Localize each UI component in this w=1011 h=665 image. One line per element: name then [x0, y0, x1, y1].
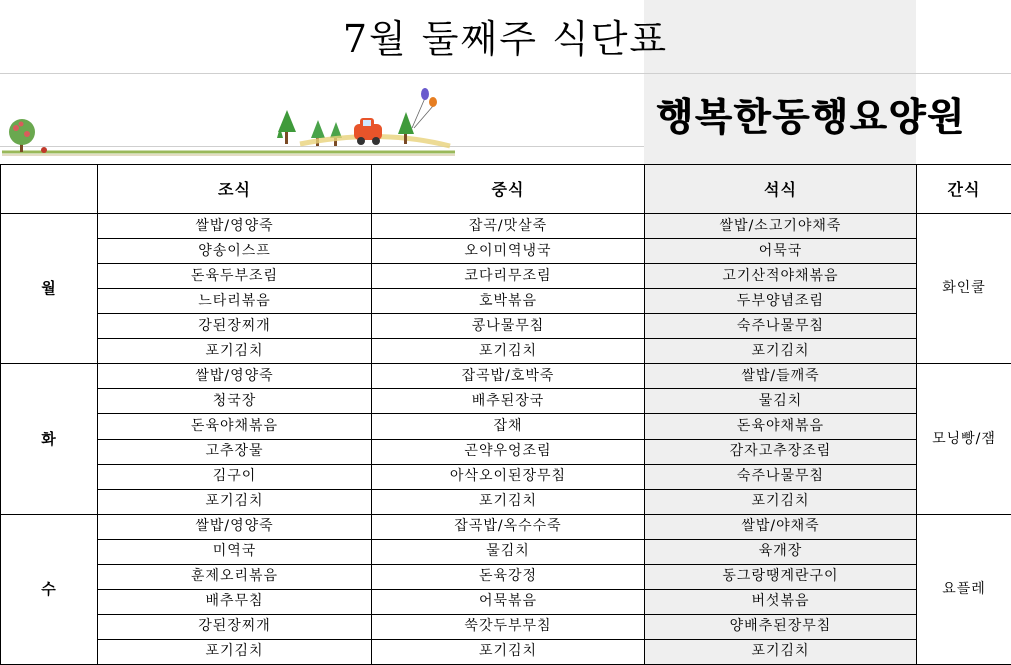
decorative-landscape-illustration	[0, 80, 460, 160]
lunch-item: 잡곡밥/옥수수죽	[372, 514, 645, 539]
menu-row	[1, 564, 1011, 589]
header-lunch: 중식	[372, 165, 645, 214]
breakfast-item: 미역국	[98, 539, 372, 564]
header-day	[1, 165, 98, 214]
breakfast-item: 돈육야채볶음	[98, 414, 372, 439]
breakfast-item: 고추장물	[98, 439, 372, 464]
menu-row	[1, 489, 1011, 514]
lunch-item: 잡곡밥/호박죽	[372, 364, 645, 389]
lunch-item: 쑥갓두부무침	[372, 614, 645, 639]
lunch-item: 코다리무조림	[372, 264, 645, 289]
breakfast-item: 청국장	[98, 389, 372, 414]
menu-row	[1, 239, 1011, 264]
lunch-item: 잡곡/맛살죽	[372, 214, 645, 239]
balloon-icon	[412, 88, 437, 128]
menu-row	[1, 439, 1011, 464]
dinner-item: 물김치	[645, 389, 917, 414]
snack-item: 모닝빵/잼	[917, 364, 1011, 514]
menu-row	[1, 339, 1011, 364]
lunch-item: 잡채	[372, 414, 645, 439]
lunch-item: 돈육강정	[372, 564, 645, 589]
menu-row	[1, 389, 1011, 414]
breakfast-item: 포기김치	[98, 339, 372, 364]
lunch-item: 오이미역냉국	[372, 239, 645, 264]
dinner-item: 돈육야채볶음	[645, 414, 917, 439]
breakfast-item: 양송이스프	[98, 239, 372, 264]
lunch-item: 포기김치	[372, 339, 645, 364]
dinner-item: 어묵국	[645, 239, 917, 264]
breakfast-item: 강된장찌개	[98, 314, 372, 339]
page-title: 7월 둘째주 식단표	[342, 17, 669, 61]
dinner-item: 고기산적야채볶음	[645, 264, 917, 289]
dinner-item: 숙주나물무침	[645, 464, 917, 489]
breakfast-item: 쌀밥/영양죽	[98, 364, 372, 389]
dinner-item: 쌀밥/야채죽	[645, 514, 917, 539]
lunch-item: 호박볶음	[372, 289, 645, 314]
breakfast-item: 김구이	[98, 464, 372, 489]
day-label: 월	[1, 214, 98, 364]
breakfast-item: 쌀밥/영양죽	[98, 514, 372, 539]
organization-logo-text: 행복한동행요양원	[656, 95, 966, 139]
table-header-row	[1, 165, 1011, 214]
dinner-item: 동그랑땡계란구이	[645, 564, 917, 589]
breakfast-item: 포기김치	[98, 639, 372, 664]
snack-item: 화인쿨	[917, 214, 1011, 364]
menu-row	[1, 364, 1011, 389]
menu-row	[1, 214, 1011, 239]
dinner-item: 육개장	[645, 539, 917, 564]
pine-tree-icon	[278, 110, 296, 144]
lunch-item: 포기김치	[372, 639, 645, 664]
lunch-item: 물김치	[372, 539, 645, 564]
breakfast-item: 느타리볶음	[98, 289, 372, 314]
menu-row	[1, 514, 1011, 539]
header-dinner: 석식	[645, 165, 917, 214]
dinner-item: 포기김치	[645, 639, 917, 664]
breakfast-item: 배추무침	[98, 589, 372, 614]
dinner-item: 포기김치	[645, 339, 917, 364]
day-label: 화	[1, 364, 98, 514]
dinner-item: 포기김치	[645, 489, 917, 514]
day-label: 수	[1, 514, 98, 664]
menu-row	[1, 464, 1011, 489]
breakfast-item: 돈육두부조림	[98, 264, 372, 289]
dinner-item: 숙주나물무침	[645, 314, 917, 339]
tree-icon	[9, 119, 35, 152]
dinner-item: 쌀밥/소고기야채죽	[645, 214, 917, 239]
header-breakfast: 조식	[98, 165, 372, 214]
lunch-item: 배추된장국	[372, 389, 645, 414]
menu-row	[1, 539, 1011, 564]
menu-row	[1, 639, 1011, 664]
breakfast-item: 포기김치	[98, 489, 372, 514]
car-icon	[354, 118, 382, 145]
header-snack: 간식	[917, 165, 1011, 214]
lunch-item: 포기김치	[372, 489, 645, 514]
dinner-item: 쌀밥/들깨죽	[645, 364, 917, 389]
menu-row	[1, 614, 1011, 639]
breakfast-item: 쌀밥/영양죽	[98, 214, 372, 239]
dinner-item: 버섯볶음	[645, 589, 917, 614]
menu-row	[1, 414, 1011, 439]
weekly-menu-table	[0, 164, 1011, 665]
lunch-item: 곤약우엉조림	[372, 439, 645, 464]
lunch-item: 콩나물무침	[372, 314, 645, 339]
title-divider	[0, 73, 1011, 74]
lunch-item: 아삭오이된장무침	[372, 464, 645, 489]
breakfast-item: 강된장찌개	[98, 614, 372, 639]
dinner-item: 양배추된장무침	[645, 614, 917, 639]
menu-row	[1, 289, 1011, 314]
menu-row	[1, 264, 1011, 289]
dinner-item: 두부양념조림	[645, 289, 917, 314]
lunch-item: 어묵볶음	[372, 589, 645, 614]
pine-tree-icon	[330, 122, 342, 146]
snack-item: 요플레	[917, 514, 1011, 664]
menu-row	[1, 314, 1011, 339]
breakfast-item: 훈제오리볶음	[98, 564, 372, 589]
menu-row	[1, 589, 1011, 614]
dinner-item: 감자고추장조림	[645, 439, 917, 464]
